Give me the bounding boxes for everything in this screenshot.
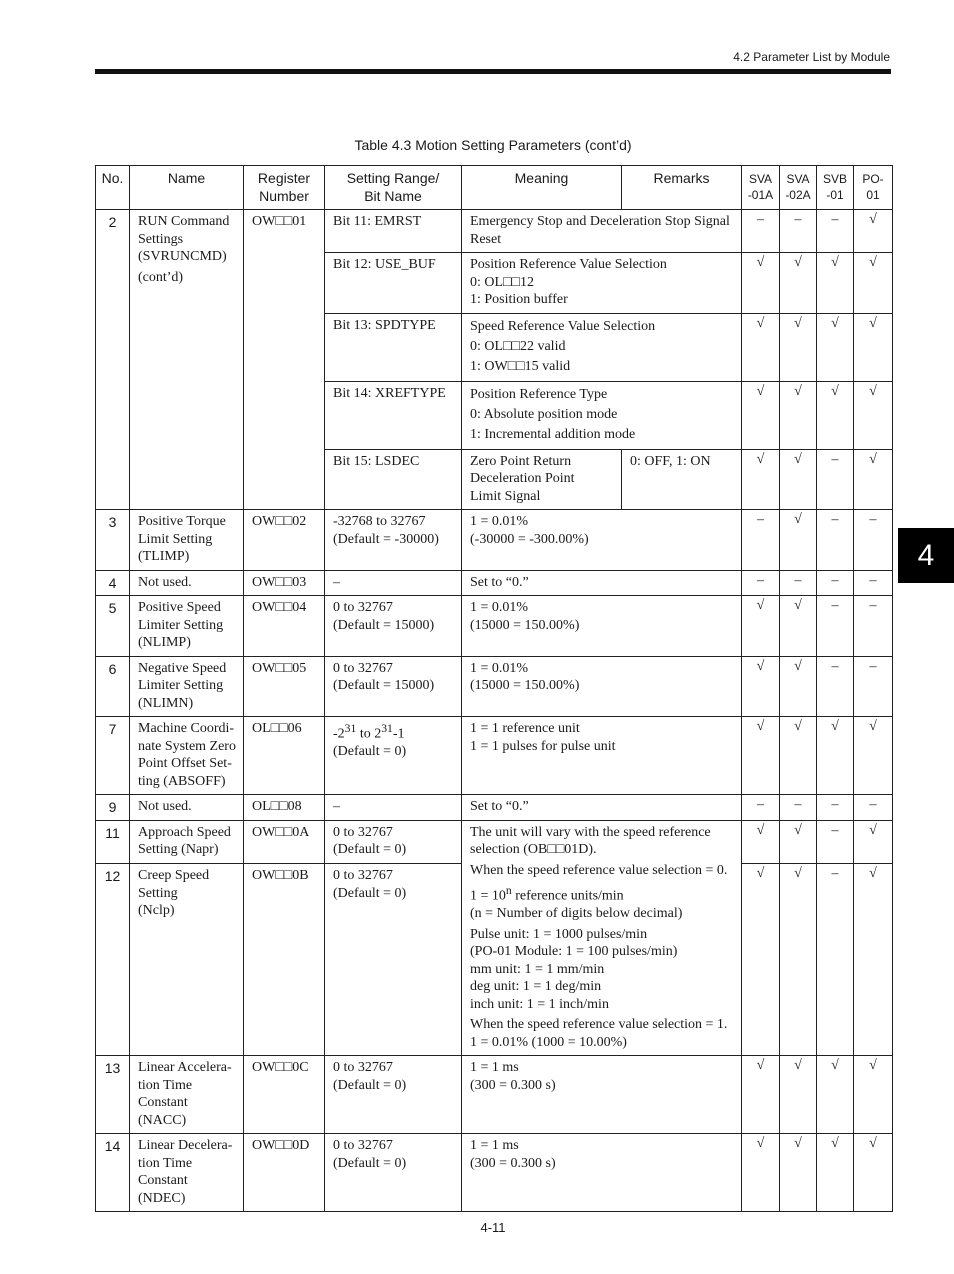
row-register: OW□□0C bbox=[244, 1056, 325, 1134]
mark-sva01a: √ bbox=[742, 1134, 780, 1212]
mark-sva02a: √ bbox=[780, 253, 817, 314]
mark-sva02a: √ bbox=[780, 313, 817, 381]
mark-sva01a: √ bbox=[742, 596, 780, 657]
row-meaning: 1 = 1 reference unit 1 = 1 pulses for pulse unit bbox=[462, 717, 742, 795]
mark-sva02a: √ bbox=[780, 864, 817, 1056]
col-sva02a: SVA -02A bbox=[780, 166, 817, 210]
bit-meaning: Emergency Stop and Deceleration Stop Signal Reset bbox=[462, 210, 742, 253]
row-no: 7 bbox=[96, 717, 130, 795]
row-name: Positive Speed Limiter Setting (NLIMP) bbox=[130, 596, 244, 657]
table-row bbox=[96, 795, 893, 821]
bit-name: Bit 13: SPDTYPE bbox=[325, 313, 462, 381]
col-sva01a: SVA -01A bbox=[742, 166, 780, 210]
mark-sva02a: √ bbox=[780, 596, 817, 657]
table-row bbox=[96, 210, 893, 253]
bit-name: Bit 14: XREFTYPE bbox=[325, 381, 462, 449]
mark-sva02a: – bbox=[780, 570, 817, 596]
row-setting: – bbox=[325, 570, 462, 596]
row-meaning: 1 = 0.01% (-30000 = -300.00%) bbox=[462, 510, 742, 571]
row-register: OL□□08 bbox=[244, 795, 325, 821]
row-name: RUN Command Settings (SVRUNCMD) (cont’d) bbox=[130, 210, 244, 510]
mark-sva02a: √ bbox=[780, 717, 817, 795]
row-register: OW□□0D bbox=[244, 1134, 325, 1212]
mark-po01: √ bbox=[854, 253, 893, 314]
row-no: 6 bbox=[96, 656, 130, 717]
row-register: OW□□0B bbox=[244, 864, 325, 1056]
row-name: Not used. bbox=[130, 570, 244, 596]
row-setting: 0 to 32767 (Default = 15000) bbox=[325, 596, 462, 657]
mark-po01: – bbox=[854, 795, 893, 821]
row-register: OW□□03 bbox=[244, 570, 325, 596]
col-po01: PO- 01 bbox=[854, 166, 893, 210]
running-header: 4.2 Parameter List by Module bbox=[733, 50, 890, 64]
col-remarks: Remarks bbox=[622, 166, 742, 210]
row-no: 14 bbox=[96, 1134, 130, 1212]
row-no: 2 bbox=[96, 210, 130, 510]
motion-setting-parameters-table bbox=[95, 165, 893, 1212]
mark-po01: √ bbox=[854, 210, 893, 253]
row-no: 3 bbox=[96, 510, 130, 571]
mark-po01: √ bbox=[854, 313, 893, 381]
mark-svb01: – bbox=[817, 596, 854, 657]
bit-meaning: Speed Reference Value Selection 0: OL□□22 valid 1: OW□□15 valid bbox=[462, 313, 742, 381]
mark-po01: √ bbox=[854, 820, 893, 864]
range-value: $-2^{31}$ to $2^{31}-1$ bbox=[333, 722, 405, 742]
mark-sva02a: √ bbox=[780, 1056, 817, 1134]
table-row bbox=[96, 510, 893, 571]
mark-sva01a: – bbox=[742, 570, 780, 596]
mark-svb01: – bbox=[817, 449, 854, 510]
mark-sva01a: – bbox=[742, 510, 780, 571]
row-register: OL□□06 bbox=[244, 717, 325, 795]
col-svb01: SVB -01 bbox=[817, 166, 854, 210]
table-row bbox=[96, 596, 893, 657]
row-register: OW□□05 bbox=[244, 656, 325, 717]
row-name: Machine Coordi- nate System Zero Point Offset Set- ting (ABSOFF) bbox=[130, 717, 244, 795]
mark-po01: √ bbox=[854, 1056, 893, 1134]
table-row bbox=[96, 1134, 893, 1212]
page-number: 4-11 bbox=[480, 1220, 506, 1235]
power-of-ten-line: $1 = 10^n$ reference units/min bbox=[470, 884, 624, 904]
bit-name: Bit 11: EMRST bbox=[325, 210, 462, 253]
speed-unit-meaning: The unit will vary with the speed reference selection (OB□□01D). When the speed reference value selection = 0. $1 = 10^n$ reference units/min (n = Number of digits below decimal) Pulse unit: 1 = 1000 pulses/min (PO-01 Module: 1 = 100 pulses/min) mm unit: 1 = 1 mm/min deg unit: 1 = 1 deg/min inch unit: 1 = 1 inch/min When the speed reference value selection = 1. 1 = 0.01% (1000 = 10.00%) bbox=[462, 820, 742, 1056]
row-meaning: 1 = 0.01% (15000 = 150.00%) bbox=[462, 596, 742, 657]
row-meaning: Set to “0.” bbox=[462, 795, 742, 821]
mark-po01: – bbox=[854, 570, 893, 596]
mark-svb01: √ bbox=[817, 253, 854, 314]
row-meaning: 1 = 0.01% (15000 = 150.00%) bbox=[462, 656, 742, 717]
row-setting: 0 to 32767 (Default = 0) bbox=[325, 1134, 462, 1212]
mark-po01: √ bbox=[854, 717, 893, 795]
table-caption: Table 4.3 Motion Setting Parameters (cont’d) bbox=[354, 137, 632, 153]
bit-name: Bit 15: LSDEC bbox=[325, 449, 462, 510]
col-register: Register Number bbox=[244, 166, 325, 210]
row-no: 13 bbox=[96, 1056, 130, 1134]
mark-sva02a: √ bbox=[780, 510, 817, 571]
mark-sva02a: √ bbox=[780, 656, 817, 717]
col-meaning: Meaning bbox=[462, 166, 622, 210]
bit-meaning: Zero Point Return Deceleration Point Limit Signal bbox=[462, 449, 622, 510]
mark-po01: √ bbox=[854, 381, 893, 449]
chapter-tab: 4 bbox=[898, 528, 954, 583]
mark-sva01a: – bbox=[742, 795, 780, 821]
mark-sva01a: √ bbox=[742, 253, 780, 314]
mark-svb01: √ bbox=[817, 381, 854, 449]
mark-sva01a: √ bbox=[742, 313, 780, 381]
row-no: 11 bbox=[96, 820, 130, 864]
row-setting: 0 to 32767 (Default = 0) bbox=[325, 820, 462, 864]
mark-svb01: – bbox=[817, 864, 854, 1056]
table-row bbox=[96, 570, 893, 596]
mark-sva01a: √ bbox=[742, 864, 780, 1056]
mark-po01: √ bbox=[854, 864, 893, 1056]
table-row bbox=[96, 1056, 893, 1134]
mark-po01: – bbox=[854, 596, 893, 657]
row-register: OW□□01 bbox=[244, 210, 325, 510]
col-no: No. bbox=[96, 166, 130, 210]
mark-sva02a: √ bbox=[780, 449, 817, 510]
mark-sva01a: – bbox=[742, 210, 780, 253]
mark-svb01: – bbox=[817, 820, 854, 864]
row-setting: 0 to 32767 (Default = 0) bbox=[325, 1056, 462, 1134]
mark-sva01a: √ bbox=[742, 820, 780, 864]
bit-meaning: Position Reference Value Selection 0: OL□□12 1: Position buffer bbox=[462, 253, 742, 314]
row-setting: – bbox=[325, 795, 462, 821]
row-name: Not used. bbox=[130, 795, 244, 821]
mark-sva01a: √ bbox=[742, 1056, 780, 1134]
mark-svb01: – bbox=[817, 656, 854, 717]
mark-svb01: √ bbox=[817, 1134, 854, 1212]
mark-sva01a: √ bbox=[742, 381, 780, 449]
row-no: 4 bbox=[96, 570, 130, 596]
row-name: Positive Torque Limit Setting (TLIMP) bbox=[130, 510, 244, 571]
row-setting: $-2^{31}$ to $2^{31}-1$ (Default = 0) bbox=[325, 717, 462, 795]
row-name: Creep Speed Setting (Nclp) bbox=[130, 864, 244, 1056]
table-row bbox=[96, 656, 893, 717]
mark-svb01: √ bbox=[817, 1056, 854, 1134]
col-name: Name bbox=[130, 166, 244, 210]
row-no: 12 bbox=[96, 864, 130, 1056]
mark-svb01: – bbox=[817, 570, 854, 596]
mark-svb01: √ bbox=[817, 313, 854, 381]
mark-svb01: – bbox=[817, 795, 854, 821]
row-name: Approach Speed Setting (Napr) bbox=[130, 820, 244, 864]
mark-po01: √ bbox=[854, 449, 893, 510]
mark-sva01a: √ bbox=[742, 449, 780, 510]
mark-sva02a: √ bbox=[780, 1134, 817, 1212]
mark-sva02a: √ bbox=[780, 820, 817, 864]
mark-sva01a: √ bbox=[742, 656, 780, 717]
col-setting: Setting Range/ Bit Name bbox=[325, 166, 462, 210]
mark-svb01: √ bbox=[817, 717, 854, 795]
row-register: OW□□02 bbox=[244, 510, 325, 571]
mark-sva02a: – bbox=[780, 795, 817, 821]
row-meaning: Set to “0.” bbox=[462, 570, 742, 596]
mark-svb01: – bbox=[817, 510, 854, 571]
mark-sva01a: √ bbox=[742, 717, 780, 795]
row-meaning: 1 = 1 ms (300 = 0.300 s) bbox=[462, 1056, 742, 1134]
header-row bbox=[96, 166, 893, 210]
row-register: OW□□0A bbox=[244, 820, 325, 864]
row-setting: 0 to 32767 (Default = 15000) bbox=[325, 656, 462, 717]
row-register: OW□□04 bbox=[244, 596, 325, 657]
row-no: 9 bbox=[96, 795, 130, 821]
mark-sva02a: √ bbox=[780, 381, 817, 449]
row-meaning: 1 = 1 ms (300 = 0.300 s) bbox=[462, 1134, 742, 1212]
bit-meaning: Position Reference Type 0: Absolute position mode 1: Incremental addition mode bbox=[462, 381, 742, 449]
row-setting: 0 to 32767 (Default = 0) bbox=[325, 864, 462, 1056]
row-no: 5 bbox=[96, 596, 130, 657]
row-name: Linear Decelera- tion Time Constant (NDEC) bbox=[130, 1134, 244, 1212]
mark-po01: – bbox=[854, 656, 893, 717]
table-row bbox=[96, 717, 893, 795]
bit-remarks: 0: OFF, 1: ON bbox=[622, 449, 742, 510]
bit-name: Bit 12: USE_BUF bbox=[325, 253, 462, 314]
mark-po01: – bbox=[854, 510, 893, 571]
header-rule bbox=[95, 69, 891, 74]
row-name: Linear Accelera- tion Time Constant (NACC) bbox=[130, 1056, 244, 1134]
row-setting: -32768 to 32767 (Default = -30000) bbox=[325, 510, 462, 571]
mark-svb01: – bbox=[817, 210, 854, 253]
table-row bbox=[96, 820, 893, 864]
mark-sva02a: – bbox=[780, 210, 817, 253]
row-name: Negative Speed Limiter Setting (NLIMN) bbox=[130, 656, 244, 717]
mark-po01: √ bbox=[854, 1134, 893, 1212]
